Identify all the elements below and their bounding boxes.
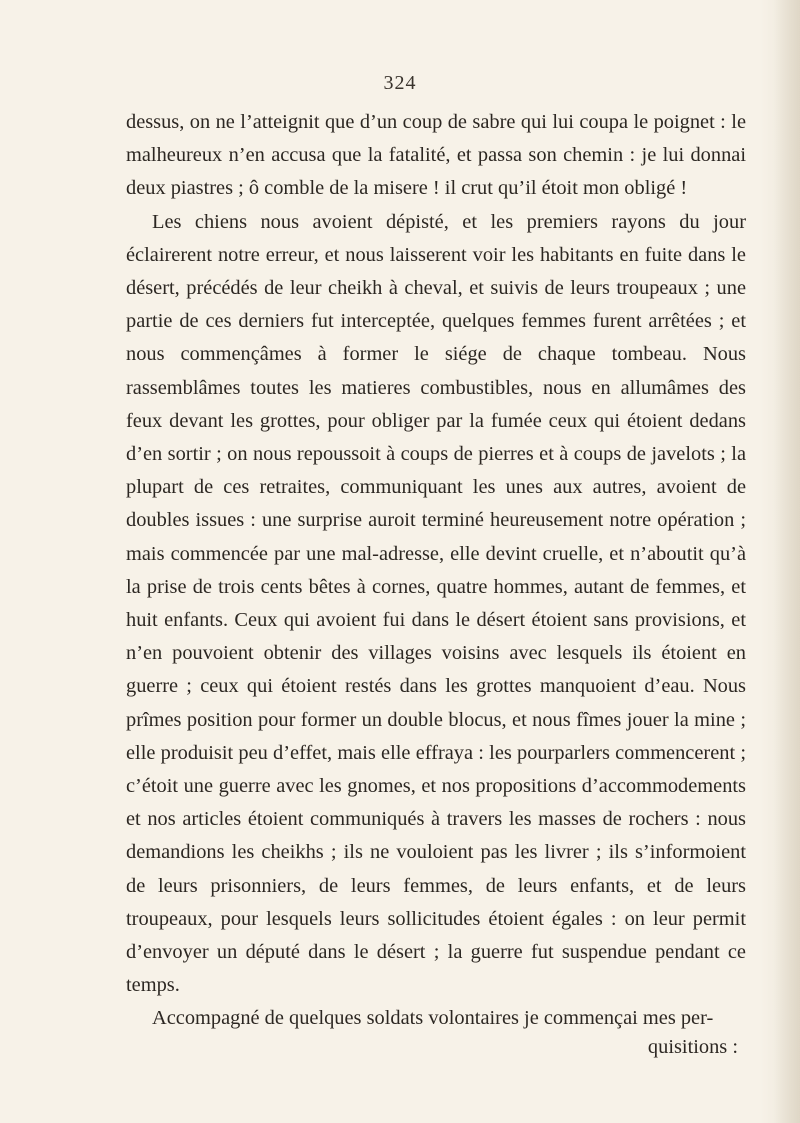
paragraph-3: Accompagné de quelques soldats volontaires je commençai mes per- — [152, 1007, 714, 1030]
paragraph-1: dessus, on ne l’atteignit que d’un coup de sabre qui lui coupa le poignet : le malheureux n’en accusa que la fatalité, et passa son chemin : je lui donnai deux piastres ; ô comble de la misere ! il crut qu’il étoit mon obligé ! — [126, 111, 746, 200]
body-text — [126, 106, 746, 1036]
page-number: 324 — [383, 72, 417, 94]
paragraph-2: Les chiens nous avoient dépisté, et les premiers rayons du jour éclairerent notre erreur, et nous laisserent voir les habitants en fuite dans le désert, précédés de leur cheikh à cheval, et suivis de leurs troupeaux ; une partie de ces derniers fut interceptée, quelques femmes furent arrêtées ; et nous commençâmes à former le siége de chaque tombeau. Nous rassemblâmes toutes les matieres combustibles, nous en allumâmes des feux devant les grottes, pour obliger par la fumée ceux qui étoient dedans d’en sortir ; on nous repoussoit à coups de pierres et à coups de javelots ; la plupart de ces retraites, communiquant les unes aux autres, avoient de doubles issues : une surprise auroit terminé heureusement notre opération ; mais commencée par une mal-adresse, elle devint cruelle, et n’aboutit qu’à la prise de trois cents bêtes à cornes, quatre hommes, autant de femmes, et huit enfants. Ceux qui avoient fui dans le désert étoient sans provisions, et n’en pouvoient obtenir des villages voisins avec lesquels ils étoient en guerre ; ceux qui étoient restés dans les grottes manquoient d’eau. Nous prîmes position pour former un double blocus, et nous fîmes jouer la mine ; elle produisit peu d’effet, mais elle effraya : les pourparlers commencerent ; c’étoit une guerre avec les gnomes, et nos propositions d’accommodements et nos articles étoient communiqués à travers les masses de rochers : nous demandions les cheikhs ; ils ne vouloient pas les livrer ; ils s’informoient de leurs prisonniers, de leurs femmes, de leurs enfants, et de leurs troupeaux, pour lesquels leurs sollicitudes étoient égales : on leur permit d’envoyer un député dans le désert ; la guerre fut suspendue pendant ce temps. — [126, 210, 746, 997]
page-edge-shadow — [774, 0, 800, 1123]
catchword: quisitions : — [647, 1036, 738, 1058]
